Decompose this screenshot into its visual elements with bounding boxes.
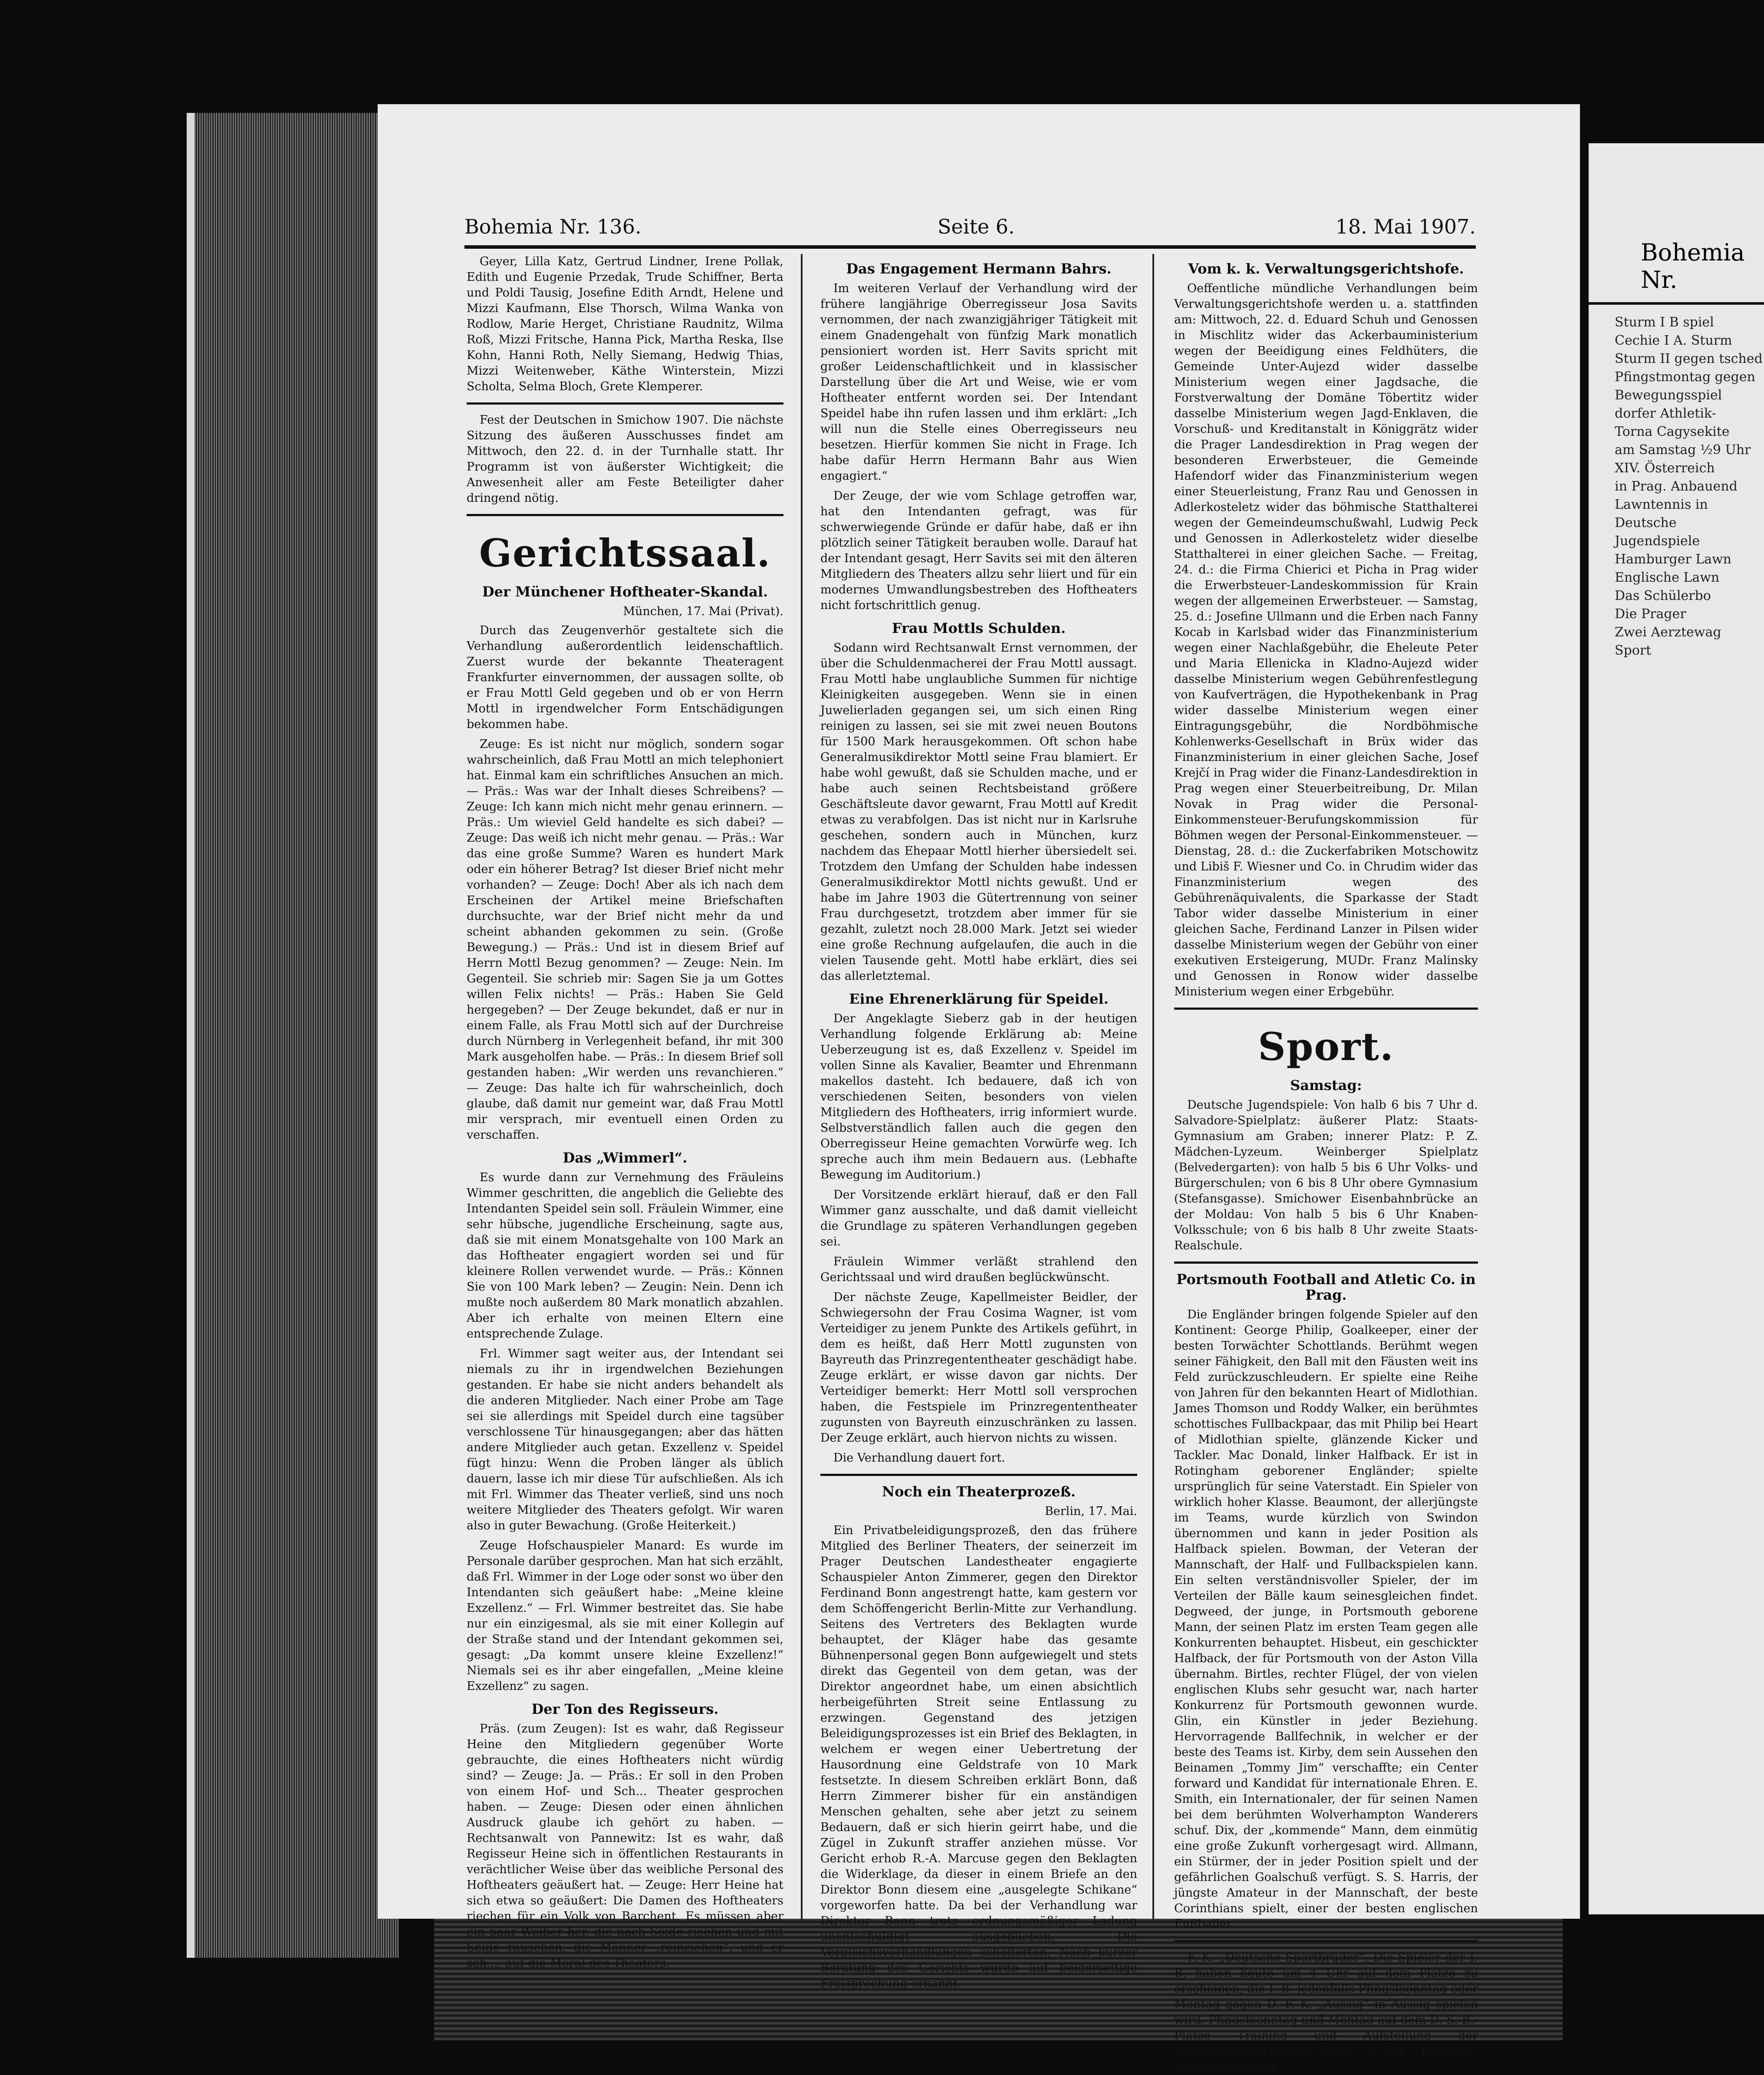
paragraph: Geyer, Lilla Katz, Gertrud Lindner, Irene Pollak, Edith und Eugenie Przedak, Trude Schiffner, Berta und Poldi Tausig, Josefine Edith Arndt, Helene und Mizzi Kaufmann, Else Thorsch, Wilma Wanka von Rodlow, Marie Herget, Christiane Raudnitz, Wilma Roß, Mizzi Fritsche, Hanna Pick, Martha Reska, Ilse Kohn, Hanni Roth, Nelly Siemang, Hedwig Thias, Mizzi Weitenweber, Käthe Winterstein, Mizzi Scholta, Selma Bloch, Grete Klemperer. (467, 255, 783, 393)
masthead-date: 18. Mai 1907. (1335, 215, 1476, 238)
dateline: Berlin, 17. Mai. (1044, 1505, 1137, 1518)
separator (1174, 1261, 1478, 1264)
paragraph: Im weiteren Verlauf der Verhandlung wird der frühere langjährige Oberregisseur Josa Savits vernommen, der nach zwanzigjähriger Tätigkeit mit einem Gnadengehalt von fünfzig Mark monatlich pensioniert worden ist. Herr Savits spricht mit großer Leidenschaftlichkeit und in klassischer Darstellung über die Art und Weise, wie er vom Hoftheater entfernt worden sei. Der Intendant Speidel habe ihn rufen lassen und ihm erklärt: „Ich will nun die Stelle eines Oberregisseurs neu besetzen. Hierfür kommen Sie nicht in Frage. Ich habe dafür Herrn Hermann Bahr aus Wien engagiert.“ (820, 282, 1137, 483)
column-rule (1152, 254, 1154, 1921)
separator (467, 514, 783, 516)
paragraph: Der Vorsitzende erklärt hierauf, daß er den Fall Wimmer ganz ausschalte, und daß damit vielleicht die Grundlage zu späteren Verhandlungen gegeben sei. (820, 1188, 1137, 1248)
newspaper-page (378, 104, 1580, 2074)
column-2 (820, 254, 1137, 1990)
paragraph: Frl. Wimmer sagt weiter aus, der Intendant sei niemals zu ihr in irgendwelchen Beziehungen gestanden. Er habe sie nicht anders behandelt als die anderen Mitglieder. Nach einer Probe am Tage sei sie allerdings mit Speidel durch eine tagsüber verschlossene Tür hinausgegangen; aber das hätten andere Mitglieder auch getan. Exzellenz v. Speidel fügt hinzu: Wenn die Proben länger als üblich dauern, lasse ich mir diese Tür aufschließen. Als ich mit Frl. Wimmer das Theater verließ, sind uns noch weitere Mitglieder des Theaters gefolgt. Wir waren also in guter Bewachung. (Große Heiterkeit.) (467, 1347, 783, 1532)
separator (1174, 1008, 1478, 1010)
paragraph: Oeffentliche mündliche Verhandlungen beim Verwaltungsgerichtshofe werden u. a. stattfinden am: Mittwoch, 22. d. Eduard Schuh und Genossen in Mischlitz wider das Ackerbauministerium wegen der Beeidigung eines Feldhüters, die Gemeinde Unter-Aujezd wider dasselbe Ministerium wegen einer Jagdsache, die Forstverwaltung der Domäne Töbertitz wider dasselbe Ministerium wegen Jagd-Enklaven, die Vorschuß- und Kreditanstalt in Königgrätz wider die Prager Landesdirektion in Prag wegen der besonderen Erwerbsteuer, die Gemeinde Hafendorf wider das Finanzministerium wegen einer Steuerleistung, Franz Rau und Genossen in Adlerkosteletz wider das böhmische Statthalterei wegen der Gemeindeumschußwahl, Ludwig Peck und Genossen in Adlerkosteletz wider dieselbe Statthalterei in einer gleichen Sache. — Freitag, 24. d.: die Firma Chierici et Picha in Prag wider die Erwerbsteuer-Landeskommission für Krain wegen der allgemeinen Erwerbsteuer. — Samstag, 25. d.: Josefine Ullmann und die Erben nach Fanny Kocab in Karlsbad wider das Finanzministerium wegen einer Nachlaßgebühr, die Eheleute Peter und Maria Ellenicka in Kladno-Aujezd wider dasselbe Ministerium wegen Gebührenfestlegung von Kaufverträgen, die Hypothekenbank in Prag wider dasselbe Ministerium wegen einer Eintragungsgebühr, die Nordböhmische Kohlenwerks-Gesellschaft in Brüx wider das Finanzministerium in einer gleichen Sache, Josef Krejčí in Prag wider die Finanz-Landesdirektion in Prag wegen einer Steuerbeitreibung, Dr. Milan Novak in Prag wider die Personal-Einkommensteuer-Berufungskommission für Böhmen wegen der Personal-Einkommensteuer. — Dienstag, 28. d.: die Zuckerfabriken Motschowitz und Libiš F. Wiesner und Co. in Chrudim wider das Finanzministerium wegen des Gebührenäquivalents, die Sparkasse der Stadt Tabor wider dasselbe Ministerium in einer gleichen Sache, Ferdinand Lanzer in Pilsen wider dasselbe Ministerium wegen der Gebühr von einer exekutiven Ersteigerung, MUDr. Franz Malinsky und Genossen in Ronow wider dasselbe Ministerium wegen einer Erbgebühr. (1174, 282, 1478, 998)
paragraph: Präs. (zum Zeugen): Ist es wahr, daß Regisseur Heine den Mitgliedern gegenüber Worte gebrauchte, die eines Hoftheaters nicht würdig sind? — Zeuge: Ja. — Präs.: Er soll in den Proben von einem Hof- und Sch... Theater gesprochen haben. — Zeuge: Diesen oder einen ähnlichen Ausdruck glaube ich gehört zu haben. — Rechtsanwalt von Pannewitz: Ist es wahr, daß Regisseur Heine sich in öffentlichen Restaurants in verächtlicher Weise über das weibliche Personal des Hoftheaters geäußert hat. — Zeuge: Herr Heine hat sich etwa so geäußert: Die Damen des Hoftheaters riechen für ein Volk von Barchent. Es müssen aber ein paar Weiber her, die nach Seide riechen und mit Seide rauschen, die Männer „reinziehen“, und er sch.... auf die Moral des Theaters. (467, 1722, 783, 1970)
subheading: Der Ton des Regisseurs. (531, 1701, 719, 1717)
paragraph: Der Zeuge, der wie vom Schlage getroffen war, hat den Intendanten gefragt, was für schwerwiegende Gründe er dafür habe, daß er ihn plötzlich seiner Tätigkeit berauben wolle. Darauf hat der Intendant gesagt, Herr Savits sei mit den älteren Mitgliedern des Theaters allzu sehr liiert und für ein modernes Umwandlungsbestreben des Hoftheaters nicht fortschrittlich genug. (820, 489, 1137, 612)
masthead-page: Seite 6. (938, 215, 1015, 238)
paragraph: Sodann wird Rechtsanwalt Ernst vernommen, der über die Schuldenmacherei der Frau Mottl aussagt. Frau Mottl habe unglaubliche Summen für nichtige Kleinigkeiten ausgegeben. Wenn sie in einen Juwelierladen gegangen sei, um sich einen Ring reinigen zu lassen, sei sie mit zwei neuen Boutons für 1500 Mark herausgekommen. Oft schon habe Generalmusikdirektor Mottl seine Frau blamiert. Er habe wohl gewußt, daß sie Schulden mache, und er habe auch seinen Rechtsbeistand größere Geschäftsleute davor gewarnt, Frau Mottl auf Kredit etwas zu verabfolgen. Das ist nicht nur in Karlsruhe geschehen, sondern auch in München, kurz nachdem das Ehepaar Mottl hierher übersiedelt sei. Trotzdem den Umfang der Schulden habe indessen Generalmusikdirektor Mottl nichts gewußt. Und er habe im Jahre 1903 die Gütertrennung von seiner Frau durchgesetzt, trotzdem aber immer für sie gezahlt, zuletzt noch 28.000 Mark. Jetzt sei wieder eine große Rechnung aufgelaufen, die auch in die vielen Tausende geht. Mottl habe erklärt, dies sei das allerletztemal. (820, 641, 1137, 983)
column-1 (467, 254, 783, 1970)
paragraph: Der nächste Zeuge, Kapellmeister Beidler, der Schwiegersohn der Frau Cosima Wagner, ist vom Verteidiger zu jenem Punkte des Artikels geführt, in dem es heißt, daß Herr Mottl zugunsten von Bayreuth das Prinzregententheater geschädigt habe. Zeuge erklärt, er wisse davon gar nichts. Der Verteidiger bemerkt: Herr Mottl soll versprochen haben, die Festspiele im Prinzregententheater zugunsten von Bayreuth einzuschränken zu lassen. Der Zeuge erklärt, auch hiervon nichts zu wissen. (820, 1291, 1137, 1445)
dateline: München, 17. Mai (Privat). (623, 605, 783, 618)
section-title: Sport. (1258, 1024, 1394, 1069)
adjacent-page-header: Bohemia Nr. (1589, 143, 1764, 305)
paragraph: Durch das Zeugenverhör gestaltete sich die Verhandlung außerordentlich leidenschaftlich. Zuerst wurde der bekannte Theateragent Frankfurter einvernommen, der aussagen sollte, ob er Frau Mottl Geld gegeben und ob er von Herrn Mottl in irgendwelcher Form Entschädigungen bekommen habe. (467, 624, 783, 731)
adjacent-page-text: Sturm I B spiel Cechie I A. Sturm Sturm II gegen tsched Pfingstmontag gegen Bewegungsspiel dorfer Athletik- Torna Cagysekite am Samstag ½9 Uhr XIV. Österreich in Prag. Anbauend Lawntennis in Deutsche Jugendspiele Hamburger Lawn Englische Lawn Das Schülerbo Die Prager Zwei Aerztewag Sport (1615, 315, 1763, 658)
paragraph: Die Engländer bringen folgende Spieler auf den Kontinent: George Philip, Goalkeeper, einer der besten Torwächter Schottlands. Berühmt wegen seiner Fähigkeit, den Ball mit den Fäusten weit ins Feld zurückzuschleudern. Er spielte eine Reihe von Jahren für den bekannten Heart of Midlothian. James Thomson und Roddy Walker, ein berühmtes schottisches Fullbackpaar, das mit Philip bei Heart of Midlothian spielte, glänzende Kicker und Tackler. Mac Donald, linker Halfback. Er ist in Rotingham geborener Engländer; spielte ursprünglich für seine Vaterstadt. Ein Spieler von wirklich hoher Klasse. Beaumont, der allerjüngste im Teams, wurde kürzlich von Swindon übernommen und kann in jeder Position als Halfback spielen. Bowman, der Veteran der Mannschaft, der Half- und Fullbackspielen kann. Ein selten verständnisvoller Spieler, der im Verteilen der Bälle kaum seinesgleichen findet. Degweed, der junge, in Portsmouth geborene Mann, der seinen Platz im ersten Team gegen alle Konkurrenten behauptet. Hisbeut, ein geschickter Halfback, der für Portsmouth von der Aston Villa übernahm. Birtles, rechter Flügel, der von vielen englischen Klubs sehr gesucht war, nach harter Konkurrenz für Portsmouth gewonnen wurde. Glin, ein Künstler in jeder Beziehung. Hervorragende Ballfechnik, in welcher er der beste des Teams ist. Kirby, dem sein Aussehen den Beinamen „Tommy Jim“ verschaffte; ein Center forward und Kandidat für internationale Ehren. E. Smith, ein Internationaler, der für seinen Namen bei dem berühmten Wolverhampton Wanderers schuf. Dix, der „kommende“ Mann, dem einmütig eine große Zukunft vorhergesagt wird. Allmann, ein Stürmer, der in jeder Position spielt und der gefährlichen Goalschuß verfügt. S. S. Harris, der jüngste Amateur in der Mannschaft, der beste Corinthians spielt, einer der besten englischen Fußballer. (1174, 1308, 1478, 1931)
paragraph: Ein Privatbeleidigungsprozeß, den das frühere Mitglied des Berliner Theaters, der seinerzeit im Prager Deutschen Landestheater engagierte Schauspieler Anton Zimmerer, gegen den Direktor Ferdinand Bonn angestrengt hatte, kam gestern vor dem Schöffengericht Berlin-Mitte zur Verhandlung. Seitens des Vertreters des Beklagten wurde behauptet, der Kläger habe das gesamte Bühnenpersonal gegen Bonn aufgewiegelt und stets direkt das Gegenteil von dem getan, was der Direktor angeordnet habe, um einen absichtlich herbeigeführten Streit seine Entlassung zu erzwingen. Gegenstand des jetzigen Beleidigungsprozesses ist ein Brief des Beklagten, in welchem er wegen einer Uebertretung der Hausordnung eine Geldstrafe von 10 Mark festsetzte. In diesem Schreiben erklärt Bonn, daß Herrn Zimmerer bisher für ein anständigen Menschen gehalten, sehe aber jetzt zu seinem Bedauern, daß er sich hierin geirrt habe, und die Zügel in Zukunft straffer anziehen müsse. Vor Gericht erhob R.-A. Marcuse gegen den Beklagten die Widerklage, da dieser in einem Briefe an den Direktor Bonn diesem eine „ausgelegte Schikane“ vorgeworfen hatte. Da bei der Verhandlung war Direktor Bonn trotz ordnungsmäßiger Ladung unentschuldigt ausgeblieben. Die Vergleichsverhandlungen scheiterten. Nach kurzer Beratung des Gerichts wurde auf beiderseitige Freisprechung erkannt. (820, 1524, 1137, 1990)
subheading: Das Engagement Hermann Bahrs. (846, 260, 1112, 277)
paragraph: Fräulein Wimmer verläßt strahlend den Gerichtssaal und wird draußen beglückwünscht. (820, 1255, 1137, 1284)
masthead-issue: Bohemia Nr. 136. (464, 215, 642, 238)
adjacent-page (1589, 143, 1764, 1914)
subheading: Noch ein Theaterprozeß. (882, 1483, 1076, 1500)
separator (820, 1474, 1137, 1476)
section-title: Gerichtssaal. (479, 530, 771, 576)
book-edge (187, 113, 398, 1958)
separator (467, 402, 783, 405)
paragraph: Deutsche Jugendspiele: Von halb 6 bis 7 Uhr d. Salvadore-Spielplatz: äußerer Platz: Staats-Gymnasium am Graben; innerer Platz: P. Z. Mädchen-Lyzeum. Weinberger Spielplatz (Belvedergarten): von halb 5 bis 6 Uhr Volks- und Bürgerschulen; von 6 bis 8 Uhr obere Gymnasium (Stefansgasse). Smichower Eisenbahnbrücke an der Moldau: Von halb 5 bis 6 Uhr Knaben-Volksschule; von 6 bis halb 8 Uhr zweite Staats-Realschule. (1174, 1098, 1478, 1252)
paragraph: F. K. „Deutsche Sportbrüder“. Die Spieler der I. B. haben heute um 4 Uhr auf dem Platze zu erscheinen, die I. B. jedenfalls Pfingstsonntag oder Montag gegen D. F. K. „Aussig“ in Aussig spielen wird. Pfingstsonntag und Montag auf dem D. S. B.-Platze Training und Aufstellung der Sommermannschaften. Heute 8 Uhr „Tellinger“ Ausschußsitzung. (1174, 1951, 1478, 2074)
subheading: Portsmouth Football and Atletic Co. in Prag. (1176, 1271, 1476, 1303)
subheading: Samstag: (1290, 1077, 1362, 1093)
subheading: Das „Wimmerl“. (563, 1149, 688, 1166)
subheading: Vom k. k. Verwaltungsgerichtshofe. (1188, 260, 1464, 277)
paragraph: Es wurde dann zur Vernehmung des Fräuleins Wimmer geschritten, die angeblich die Geliebte des Intendanten Speidel sein soll. Fräulein Wimmer, eine sehr hübsche, jugendliche Erscheinung, sagte aus, daß sie mit einem Monatsgehalte von 100 Mark an das Hoftheater engagiert worden sei und für kleinere Rollen verwendet wurde. — Präs.: Können Sie von 100 Mark leben? — Zeugin: Nein. Denn ich mußte noch außerdem 80 Mark monatlich abzahlen. Aber ich erhalte von meinen Eltern eine entsprechende Zulage. (467, 1171, 783, 1341)
masthead (464, 215, 1476, 249)
column-3 (1174, 254, 1478, 2074)
paragraph: Die Verhandlung dauert fort. (833, 1451, 1005, 1465)
subheading: Eine Ehrenerklärung für Speidel. (849, 991, 1109, 1007)
paragraph: Fest der Deutschen in Smichow 1907. Die nächste Sitzung des äußeren Ausschusses findet am Mittwoch, den 22. d. in der Turnhalle statt. Ihr Programm ist von äußerster Wichtigkeit; die Anwesenheit aller am Feste Beteiligter daher dringend nötig. (467, 413, 783, 505)
column-rule (801, 254, 803, 1921)
paragraph: Der Angeklagte Sieberz gab in der heutigen Verhandlung folgende Erklärung ab: Meine Ueberzeugung ist es, daß Exzellenz v. Speidel im vollen Sinne als Kavalier, Beamter und Ehrenmann makellos dasteht. Ich bedauere, daß ich von verschiedenen Seiten, besonders von vielen Mitgliedern des Hoftheaters, irrig informiert wurde. Selbstverständlich fallen auch die gegen den Oberregisseur Heine gemachten Vorwürfe weg. Ich spreche auch ihm mein Bedauern aus. (Lebhafte Bewegung im Auditorium.) (820, 1012, 1137, 1182)
subheading: Frau Mottls Schulden. (892, 620, 1066, 636)
article-title: Der Münchener Hoftheater-Skandal. (482, 583, 768, 600)
paragraph: Zeuge: Es ist nicht nur möglich, sondern sogar wahrscheinlich, daß Frau Mottl an mich telephoniert hat. Einmal kam ein schriftliches Ansuchen an mich. — Präs.: Was war der Inhalt dieses Schreibens? — Zeuge: Ich kann mich nicht mehr genau erinnern. — Präs.: Um wieviel Geld handelte es sich dabei? — Zeuge: Das weiß ich nicht mehr genau. — Präs.: War das eine große Summe? Waren es hundert Mark oder ein höherer Betrag? Ist dieser Brief nicht mehr vorhanden? — Zeuge: Doch! Aber als ich nach dem Erscheinen der Artikel meine Briefschaften durchsuchte, war der Brief nicht mehr da und scheint abhanden gekommen zu sein. (Große Bewegung.) — Präs.: Und ist in diesem Brief auf Herrn Mottl Bezug genommen? — Zeuge: Nein. Im Gegenteil. Sie schrieb mir: Sagen Sie ja um Gottes willen Felix nichts! — Präs.: Haben Sie Geld hergegeben? — Der Zeuge bekundet, daß er nur in einem Falle, als Frau Mottl sich auf der Durchreise durch Nürnberg in Verlegenheit befand, ihr mit 300 Mark ausgeholfen habe. — Präs.: In diesem Brief soll gestanden haben: „Wir werden uns revanchieren.“ — Zeuge: Das halte ich für wahrscheinlich, doch glaube, daß damit nur gemeint war, daß Frau Mottl mir versprach, mir eventuell einen Orden zu verschaffen. (467, 738, 783, 1142)
separator (1174, 1940, 1478, 1942)
paragraph: Zeuge Hofschauspieler Manard: Es wurde im Personale darüber gesprochen. Man hat sich erzählt, daß Frl. Wimmer in der Loge oder sonst wo über den Intendanten sich geäußert habe: „Meine kleine Exzellenz.“ — Frl. Wimmer bestreitet das. Sie habe nur ein einzigesmal, als sie mit einer Kollegin auf der Straße stand und der Intendant gekommen sei, gesagt: „Da kommt unsere kleine Exzellenz!“ Niemals sei es ihr aber eingefallen, „Meine kleine Exzellenz“ zu sagen. (467, 1539, 783, 1693)
